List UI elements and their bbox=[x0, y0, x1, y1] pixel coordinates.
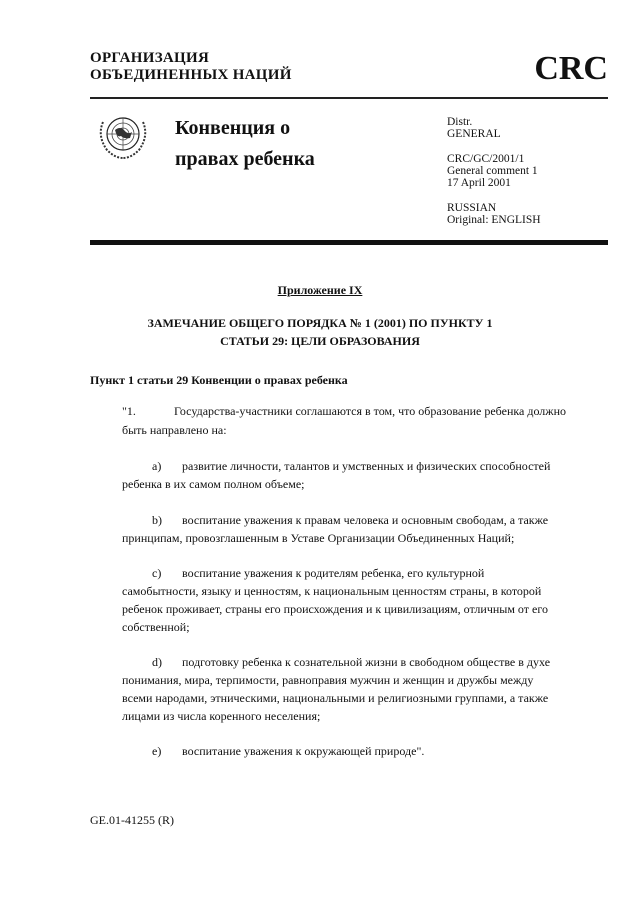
heading-line1: ЗАМЕЧАНИЕ ОБЩЕГО ПОРЯДКА № 1 (2001) ПО ПУНКТУ 1 bbox=[147, 316, 493, 330]
list-item-line: всеми народами, этническими, национальными и религиозными группами, а также bbox=[122, 691, 549, 705]
un-emblem-icon bbox=[95, 110, 151, 162]
doc-date: 17 April 2001 bbox=[447, 177, 511, 189]
list-item-line: самобытности, языку и ценностям, к национальным ценностям страны, в которой bbox=[122, 584, 542, 598]
paragraph-number: "1. bbox=[122, 404, 136, 418]
org-name-line2: ОБЪЕДИНЕННЫХ НАЦИЙ bbox=[90, 67, 292, 83]
list-item-label: a) bbox=[152, 459, 162, 473]
list-item-line: собственной; bbox=[122, 620, 190, 634]
language: RUSSIAN bbox=[447, 202, 497, 214]
paragraph-line: Государства-участники соглашаются в том, что образование ребенка должно bbox=[174, 404, 567, 418]
header-divider bbox=[90, 97, 608, 99]
list-item-label: c) bbox=[152, 566, 162, 580]
distr-value: GENERAL bbox=[447, 128, 501, 140]
paragraph-line: быть направлено на: bbox=[122, 423, 227, 437]
list-item-line: подготовку ребенка к сознательной жизни в свободном обществе в духе bbox=[182, 655, 551, 669]
convention-title-line1: Конвенция о bbox=[175, 117, 291, 139]
document-symbol-crc: CRC bbox=[534, 50, 608, 87]
annex-title: Приложение IX bbox=[277, 283, 363, 297]
footer-code: GE.01-41255 (R) bbox=[90, 813, 174, 827]
distr-label: Distr. bbox=[447, 116, 473, 128]
list-item-line: развитие личности, талантов и умственных и физических способностей bbox=[182, 459, 551, 473]
doc-type: General comment 1 bbox=[447, 165, 538, 177]
doc-symbol: CRC/GC/2001/1 bbox=[447, 153, 525, 165]
list-item-line: воспитание уважения к правам человека и основным свободам, а также bbox=[182, 513, 549, 527]
section-heading: Пункт 1 статьи 29 Конвенции о правах ребенка bbox=[90, 373, 348, 387]
list-item-line: ребенок проживает, страны его происхождения и к цивилизациям, отличным от его bbox=[122, 602, 548, 616]
heading-line2: СТАТЬИ 29: ЦЕЛИ ОБРАЗОВАНИЯ bbox=[220, 334, 420, 348]
org-name-line1: ОРГАНИЗАЦИЯ bbox=[90, 50, 210, 66]
list-item-line: лицами из числа коренного неселения; bbox=[122, 709, 321, 723]
list-item-line: воспитание уважения к родителям ребенка, его культурной bbox=[182, 566, 485, 580]
list-item-label: d) bbox=[152, 655, 162, 669]
header-bottom-divider bbox=[90, 240, 608, 245]
list-item-label: e) bbox=[152, 744, 162, 758]
convention-title-line2: правах ребенка bbox=[175, 148, 315, 170]
list-item-line: ребенка в их самом полном объеме; bbox=[122, 477, 305, 491]
list-item-label: b) bbox=[152, 513, 162, 527]
original-language: Original: ENGLISH bbox=[447, 214, 541, 226]
list-item-line: воспитание уважения к окружающей природе". bbox=[182, 744, 425, 758]
list-item-line: понимания, мира, терпимости, равноправия мужчин и женщин и дружбы между bbox=[122, 673, 534, 687]
list-item-line: принципам, провозглашенным в Уставе Организации Объединенных Наций; bbox=[122, 531, 515, 545]
